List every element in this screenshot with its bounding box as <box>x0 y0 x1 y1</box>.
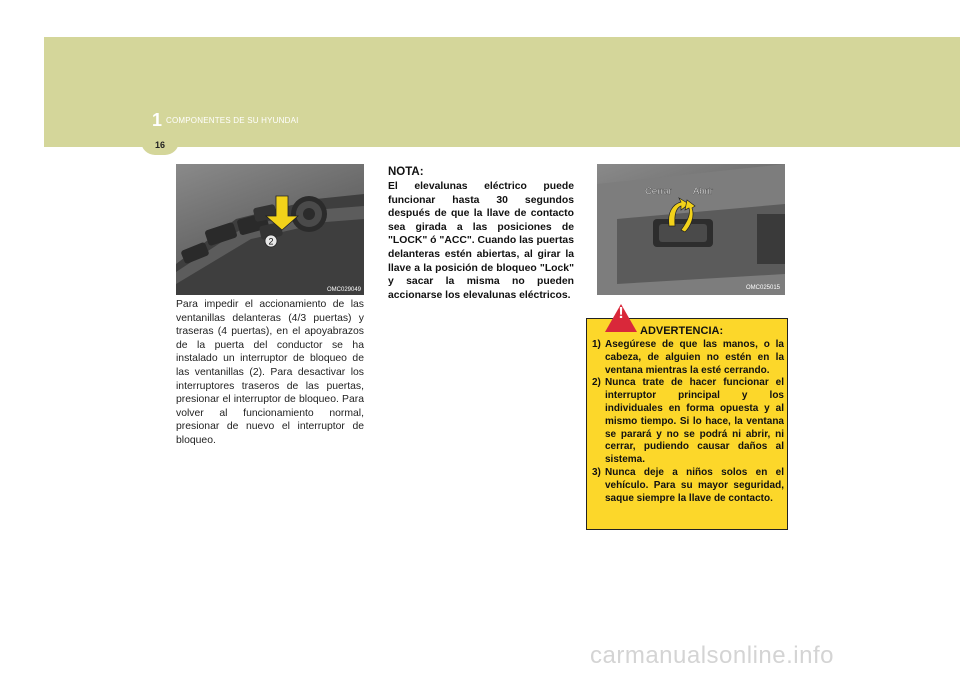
close-open-illustration <box>597 164 785 295</box>
photo-code-right: OMC025015 <box>746 285 781 291</box>
watermark: carmanualsonline.info <box>590 642 834 669</box>
warning-title: ADVERTENCIA: <box>640 325 724 337</box>
note-text: El elevalunas eléctrico puede funcionar hasta 30 segundos después de que la llave de contacto sea girada a las posiciones de "LOCK" ó "ACC". Cuando las puertas delanteras estén abiertas, al girar la llave a la posición de bloqueo "Lock" y sacar la misma no pueden accionarse los elevalunas eléctricos. <box>388 181 574 301</box>
warning-item: 1) Asegúrese de que las manos, o la cabeza, de alguien no estén en la ventana mientras la esté cerrando. <box>592 339 784 376</box>
warning-item: 2) Nunca trate de hacer funcionar el interruptor principal y los individuales en forma opuesta y al mismo tiempo. Si lo hace, la ventana se parará y no se podrá ni abrir, ni cerrar, pudiendo causar daños al sistema. <box>592 377 784 466</box>
label-open: Abrir <box>693 186 714 197</box>
exclamation-icon: ! <box>618 305 624 322</box>
lock-switch-description: Para impedir el accionamiento de las ventanillas delanteras (4/3 puertas) y traseras (4 puertas), en el apoyabrazos de la puerta del conductor se ha instalado un interruptor de bloqueo de las ventanillas (2). Para desactivar los interruptores traseros de las puertas, presionar el interruptor de bloqueo. Para volver al funcionamiento normal, presionar de nuevo el interruptor de bloqueo. <box>176 299 364 446</box>
section-number: 1 <box>152 110 163 130</box>
callout-2: 2 <box>268 236 274 247</box>
section-title: COMPONENTES DE SU HYUNDAI <box>166 116 299 125</box>
window-switch-photo <box>176 164 364 295</box>
window-switch-illustration <box>176 164 364 295</box>
warning-item: 3) Nunca deje a niños solos en el vehículo. Para su mayor seguridad, saque siempre la llave de contacto. <box>592 466 784 504</box>
header-band <box>44 37 960 147</box>
window-switch-close-open-photo <box>597 164 785 295</box>
warning-list <box>592 339 784 505</box>
label-close: Cerrar <box>645 186 672 197</box>
page-number: 16 <box>154 140 165 150</box>
photo-code-left: OMC029049 <box>327 287 362 293</box>
note-title: NOTA: <box>388 166 424 178</box>
